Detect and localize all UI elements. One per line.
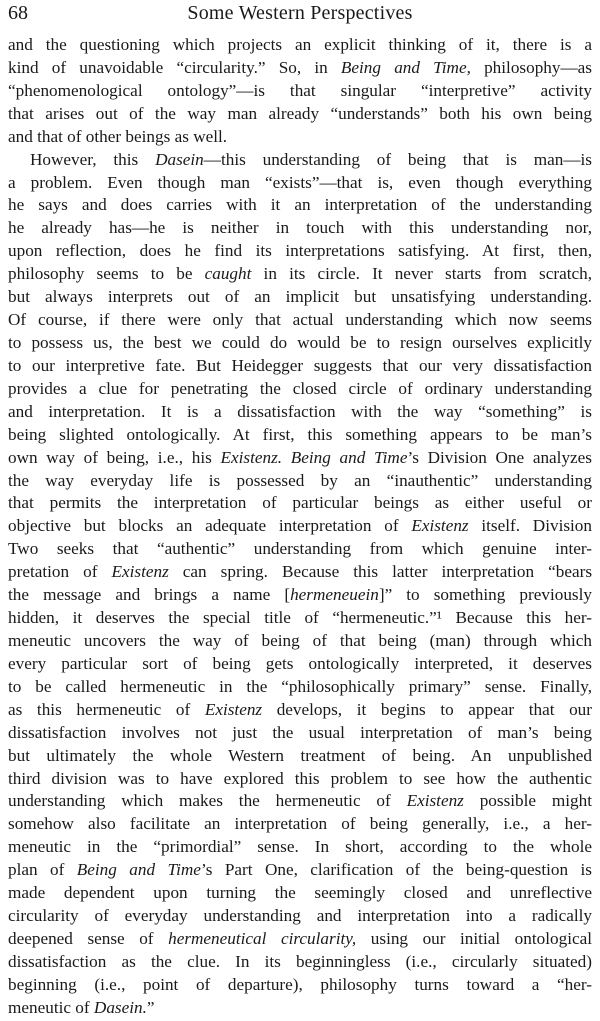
text-segment: the way everyday life is possessed by an “inauthentic” understanding bbox=[8, 470, 592, 490]
text-segment: but always interprets out of an implicit but unsatisfying understanding. bbox=[8, 287, 592, 307]
text-segment: upon reflection, does he find its interpretations satisfying. At first, then, bbox=[8, 241, 592, 261]
text-line bbox=[8, 401, 592, 424]
text-segment: possible might bbox=[463, 791, 592, 811]
text-segment: meneutic of bbox=[8, 997, 94, 1017]
paragraph bbox=[8, 149, 592, 1020]
text-line bbox=[8, 217, 592, 240]
text-segment: kind of unavoidable “circularity.” So, in bbox=[8, 57, 341, 77]
text-line bbox=[8, 492, 592, 515]
italic-text: Existenz. Being and Time bbox=[220, 447, 408, 467]
text-segment: circularity of everyday understanding and interpretation into a radically bbox=[8, 906, 592, 926]
text-line bbox=[8, 240, 592, 263]
text-segment: beginning (i.e., point of departure), philosophy turns toward a “her- bbox=[8, 974, 592, 994]
text-segment: understanding which makes the hermeneutic of bbox=[8, 791, 407, 811]
text-line bbox=[8, 699, 592, 722]
text-segment: the message and brings a name [ bbox=[8, 585, 291, 605]
text-line bbox=[8, 538, 592, 561]
text-segment: itself. Division bbox=[468, 516, 592, 536]
text-segment: using our initial ontological bbox=[356, 928, 592, 948]
italic-text: Dasein. bbox=[93, 997, 147, 1017]
paragraph bbox=[8, 34, 592, 149]
text-line bbox=[8, 424, 592, 447]
text-segment: and that of other beings as well. bbox=[8, 126, 228, 146]
text-segment: he says and does carries with it an interpretation of the understanding bbox=[8, 195, 592, 215]
text-segment: but ultimately the whole Western treatment of being. An unpublished bbox=[8, 745, 592, 765]
italic-text: Existenz bbox=[204, 699, 263, 719]
text-segment: However, this bbox=[30, 149, 156, 169]
text-segment: Of course, if there were only that actual understanding which now seems bbox=[8, 310, 592, 330]
text-line bbox=[8, 309, 592, 332]
text-line bbox=[8, 172, 592, 195]
text-line bbox=[8, 447, 592, 470]
text-line bbox=[8, 355, 592, 378]
text-line bbox=[8, 561, 592, 584]
text-segment: —this understanding of being that is man—is bbox=[203, 149, 592, 169]
italic-text: Dasein bbox=[155, 149, 204, 169]
text-segment: plan of bbox=[8, 860, 77, 880]
text-line bbox=[8, 859, 592, 882]
text-line bbox=[8, 790, 592, 813]
text-segment: somehow also facilitate an interpretation of being generally, i.e., a her- bbox=[8, 814, 592, 834]
text-segment: philosophy—as bbox=[470, 57, 592, 77]
text-segment: to our interpretive fate. But Heidegger suggests that our very dissatisfaction bbox=[8, 355, 592, 375]
text-line bbox=[8, 905, 592, 928]
text-segment: develops, it begins to appear that our bbox=[262, 699, 592, 719]
text-segment: to be called hermeneutic in the “philosophically primary” sense. Finally, bbox=[8, 676, 592, 696]
text-segment: hidden, it deserves the special title of “hermeneutic.”¹ Because this her- bbox=[8, 608, 592, 628]
text-line bbox=[8, 836, 592, 859]
text-segment: ’s Part One, clarification of the being-question is bbox=[200, 860, 592, 880]
text-line bbox=[8, 745, 592, 768]
text-segment: provides a clue for penetrating the closed circle of ordinary understanding bbox=[8, 378, 592, 398]
text-line bbox=[8, 676, 592, 699]
text-segment: in its circle. It never starts from scratch, bbox=[251, 264, 592, 284]
text-segment: ” bbox=[146, 997, 155, 1017]
text-segment: philosophy seems to be bbox=[8, 264, 205, 284]
text-segment: can spring. Because this latter interpretation “bears bbox=[168, 562, 592, 582]
text-line bbox=[8, 126, 592, 149]
text-segment: that arises out of the way man already “understands” both his own being bbox=[8, 103, 592, 123]
text-line bbox=[8, 332, 592, 355]
text-line bbox=[8, 653, 592, 676]
text-line bbox=[8, 630, 592, 653]
text-segment: a problem. Even though man “exists”—that is, even though everything bbox=[8, 172, 592, 192]
text-segment: that permits the interpretation of particular beings as either useful or bbox=[8, 493, 592, 513]
text-line bbox=[8, 286, 592, 309]
text-segment: dissatisfaction as the clue. In its beginningless (i.e., circularly situated) bbox=[8, 951, 592, 971]
text-segment: “phenomenological ontology”—is that singular “interpretive” activity bbox=[8, 80, 592, 100]
text-line bbox=[8, 584, 592, 607]
body-text bbox=[8, 34, 592, 1020]
text-line bbox=[8, 997, 592, 1020]
text-line bbox=[8, 607, 592, 630]
text-line bbox=[8, 951, 592, 974]
text-line bbox=[8, 378, 592, 401]
text-line bbox=[8, 813, 592, 836]
text-segment: every particular sort of being gets ontologically interpreted, it deserves bbox=[8, 653, 592, 673]
text-segment: meneutic uncovers the way of being of that being (man) through which bbox=[8, 630, 592, 650]
text-segment: third division was to have explored this problem to see how the authentic bbox=[8, 768, 592, 788]
page-header bbox=[8, 2, 592, 28]
text-segment: he already has—he is neither in touch with this understanding nor, bbox=[8, 218, 592, 238]
text-line bbox=[8, 263, 592, 286]
text-segment: pretation of bbox=[8, 562, 112, 582]
text-segment: dissatisfaction involves not just the usual interpretation of man’s being bbox=[8, 722, 592, 742]
text-segment: and the questioning which projects an explicit thinking of it, there is a bbox=[8, 35, 592, 54]
page-number: 68 bbox=[8, 2, 28, 24]
text-segment: to possess us, the best we could do would be to resign ourselves explicitly bbox=[8, 332, 592, 352]
text-line bbox=[8, 722, 592, 745]
text-line bbox=[8, 57, 592, 80]
text-line bbox=[8, 34, 592, 57]
italic-text: hermeneuein bbox=[290, 585, 379, 605]
text-segment: objective but blocks an adequate interpretation of bbox=[8, 516, 412, 536]
text-segment: Two seeks that “authentic” understanding from which genuine inter- bbox=[8, 539, 592, 559]
italic-text: Existenz bbox=[406, 791, 464, 811]
text-segment: own way of being, i.e., his bbox=[8, 447, 221, 467]
italic-text: Being and Time, bbox=[340, 57, 471, 77]
text-line bbox=[8, 768, 592, 791]
text-line bbox=[8, 882, 592, 905]
italic-text: Existenz bbox=[411, 516, 469, 536]
text-segment: meneutic in the “primordial” sense. In short, according to the whole bbox=[8, 837, 592, 857]
text-segment: ’s Division One analyzes bbox=[407, 447, 592, 467]
text-line bbox=[8, 149, 592, 172]
text-segment: as this hermeneutic of bbox=[8, 699, 205, 719]
text-segment: made dependent upon turning the seemingly closed and unreflective bbox=[8, 883, 592, 903]
text-segment: being slighted ontologically. At first, this something appears to be man’s bbox=[8, 424, 592, 444]
italic-text: hermeneutical circularity, bbox=[168, 928, 357, 948]
text-line bbox=[8, 80, 592, 103]
text-segment: ]” to something previously bbox=[378, 585, 592, 605]
text-segment: deepened sense of bbox=[8, 928, 169, 948]
italic-text: caught bbox=[204, 264, 252, 284]
italic-text: Being and Time bbox=[76, 860, 201, 880]
text-line bbox=[8, 194, 592, 217]
text-segment: and interpretation. It is a dissatisfaction with the way “something” is bbox=[8, 401, 592, 421]
text-line bbox=[8, 928, 592, 951]
text-line bbox=[8, 470, 592, 493]
italic-text: Existenz bbox=[111, 562, 169, 582]
text-line bbox=[8, 515, 592, 538]
running-title: Some Western Perspectives bbox=[187, 2, 413, 24]
text-line bbox=[8, 974, 592, 997]
text-line bbox=[8, 103, 592, 126]
